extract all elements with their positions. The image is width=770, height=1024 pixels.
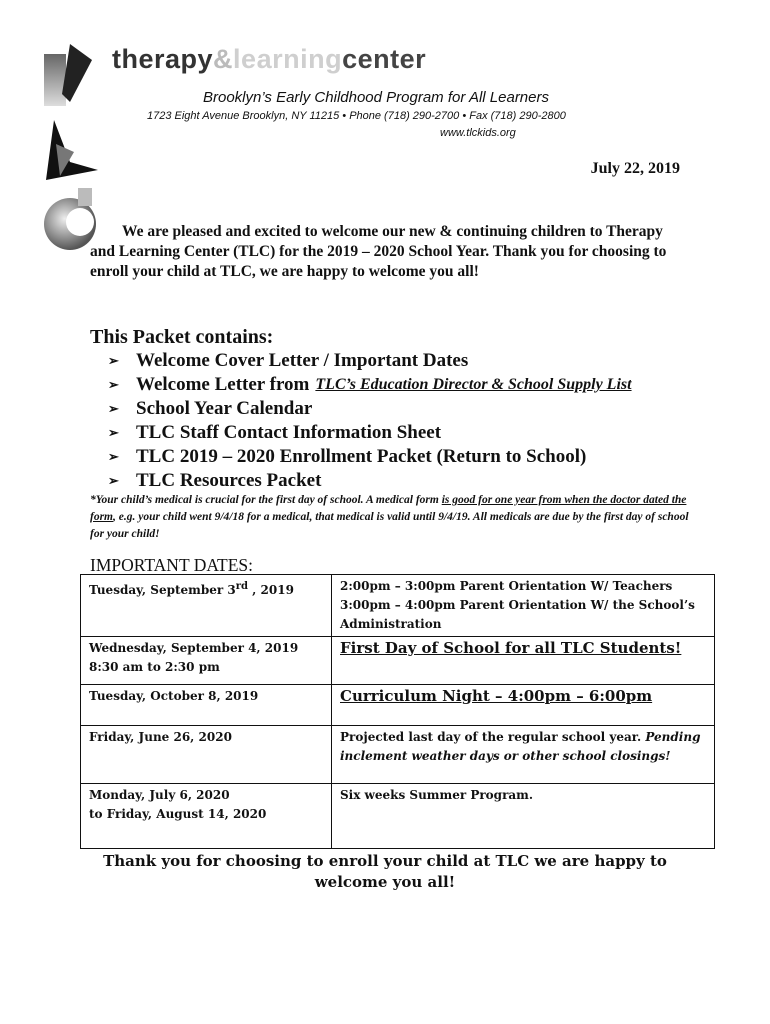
- date-cell: Friday, June 26, 2020: [81, 726, 332, 784]
- important-dates-table: [80, 574, 715, 849]
- address: 1723 Eight Avenue Brooklyn, NY 11215 • Phone (718) 290-2700 • Fax (718) 290-2800: [147, 110, 566, 122]
- list-item: ➢ TLC 2019 – 2020 Enrollment Packet (Return to School): [108, 446, 587, 467]
- table-row: [81, 784, 715, 849]
- list-item: ➢ TLC Resources Packet: [108, 470, 322, 491]
- intro-paragraph: We are pleased and excited to welcome our new & continuing children to Therapy and Learning Center (TLC) for the 2019 – 2020 School Year. Thank you for choosing to enroll your child at TLC, we are happy to welcome you all!: [90, 223, 667, 280]
- arrow-bullet-icon: ➢: [108, 425, 119, 440]
- letter-date: July 22, 2019: [590, 160, 680, 177]
- subtitle: Brooklyn’s Early Childhood Program for All Learners: [203, 89, 549, 106]
- table-row: [81, 685, 715, 726]
- arrow-bullet-icon: ➢: [108, 473, 119, 488]
- table-row: [81, 575, 715, 637]
- medical-note: *Your child’s medical is crucial for the first day of school. A medical form is good for one year from when the doctor dated the form, e.g. your child went 9/4/18 for a medical, that medical is valid until 9/4/19. All medicals are due by the first day of school for your child!: [90, 494, 689, 540]
- list-item: ➢ Welcome Cover Letter / Important Dates: [108, 350, 469, 371]
- packet-list: [108, 349, 632, 493]
- table-row: [81, 637, 715, 685]
- event-cell: Projected last day of the regular school year. Pending inclement weather days or other school closings!: [332, 726, 715, 784]
- logo-t-icon: [40, 42, 110, 112]
- date-cell: Tuesday, September 3rd , 2019: [81, 575, 332, 637]
- event-cell: Curriculum Night – 4:00pm – 6:00pm: [332, 685, 715, 726]
- important-dates-title: IMPORTANT DATES:: [90, 555, 254, 575]
- website-link[interactable]: www.tlckids.org: [440, 127, 516, 139]
- list-item: ➢ School Year Calendar: [108, 398, 313, 419]
- date-cell: Monday, July 6, 2020 to Friday, August 14, 2020: [81, 784, 332, 849]
- closing-message: Thank you for choosing to enroll your child at TLC we are happy to welcome you all!: [103, 852, 667, 891]
- list-item: ➢ Welcome Letter from TLC’s Education Director & School Supply List: [108, 374, 632, 395]
- event-cell: Six weeks Summer Program.: [332, 784, 715, 849]
- date-cell: Tuesday, October 8, 2019: [81, 685, 332, 726]
- date-cell: Wednesday, September 4, 2019 8:30 am to 2:30 pm: [81, 637, 332, 685]
- arrow-bullet-icon: ➢: [108, 401, 119, 416]
- logo-l-icon: [40, 114, 110, 184]
- brand-name: therapy&learningcenter: [112, 44, 427, 74]
- packet-title: This Packet contains:: [90, 326, 274, 348]
- event-cell: First Day of School for all TLC Students!: [332, 637, 715, 685]
- arrow-bullet-icon: ➢: [108, 377, 119, 392]
- arrow-bullet-icon: ➢: [108, 449, 119, 464]
- arrow-bullet-icon: ➢: [108, 353, 119, 368]
- table-row: [81, 726, 715, 784]
- logo: [40, 42, 110, 252]
- event-cell: 2:00pm – 3:00pm Parent Orientation W/ Teachers 3:00pm – 4:00pm Parent Orientation W/ the School’s Administration: [332, 575, 715, 637]
- list-item: ➢ TLC Staff Contact Information Sheet: [108, 422, 442, 443]
